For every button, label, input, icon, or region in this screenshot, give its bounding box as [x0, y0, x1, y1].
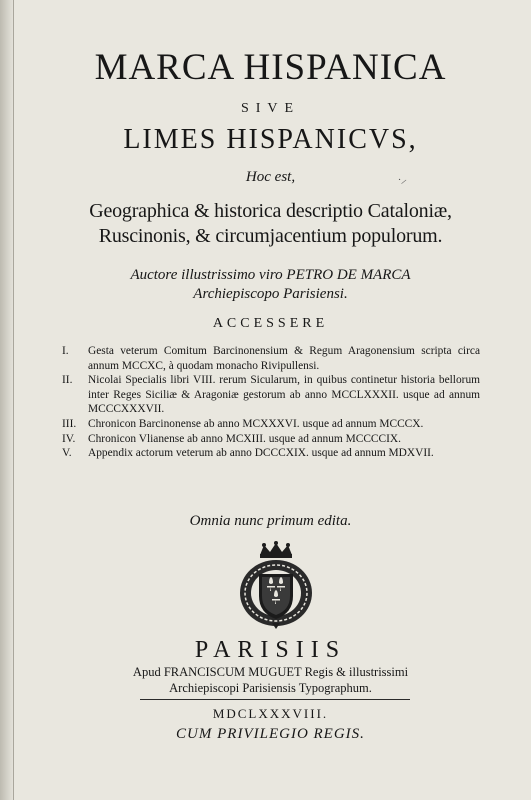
contents-item-number: I.	[62, 345, 69, 357]
royal-privilege: CUM PRIVILEGIO REGIS.	[176, 726, 365, 742]
author-line-1: Auctore illustrissimo viro PETRO DE MARCA	[130, 267, 411, 283]
divider-rule	[140, 699, 410, 700]
sive-line: SIVE	[240, 101, 301, 116]
contents-item-number: II.	[62, 374, 73, 387]
contents-item	[62, 432, 480, 447]
description-line-1: Geographica & historica descriptio Cataloniæ,	[89, 200, 452, 222]
royal-arms-fleur-de-lis-icon	[236, 541, 316, 629]
contents-item	[62, 344, 480, 373]
contents-item-number: III.	[62, 417, 77, 430]
handwritten-mark: ·⸝	[398, 174, 407, 186]
contents-item-number: IV.	[62, 432, 76, 445]
printer-line-2: Archiepiscopi Parisiensis Typographum.	[169, 681, 372, 695]
description	[20, 199, 521, 249]
contents-item-text: Appendix actorum veterum ab anno DCCCXIX. usque ad annum MDXVII.	[88, 447, 434, 460]
contents-list	[62, 344, 480, 461]
book-subtitle: LIMES HISPANICVS,	[123, 124, 418, 155]
description-line-2: Ruscinonis, & circumjacentium populorum.	[98, 225, 443, 247]
author-line-2: Archiepiscopo Parisiensi.	[193, 286, 348, 302]
accessere-heading: ACCESSERE	[212, 316, 329, 331]
printer-line-1: Apud FRANCISCUM MUGUET Regis & illustrissimi	[132, 665, 409, 679]
contents-item-text: Chronicon Vlianense ab anno MCXIII. usque ad annum MCCCCIX.	[88, 432, 401, 445]
place-of-publication: PARISIIS	[194, 637, 347, 663]
contents-item	[62, 373, 480, 417]
hoc-est-line: Hoc est,	[245, 169, 296, 185]
contents-item-text: Gesta veterum Comitum Barcinonensium & Regum Aragonensium scripta circa annum MCCXC, à quodam monacho Rivipullensi.	[88, 345, 480, 372]
omnia-line: Omnia nunc primum edita.	[189, 513, 352, 529]
book-title: MARCA HISPANICA	[94, 47, 447, 88]
contents-item-text: Chronicon Barcinonense ab anno MCXXXVI. usque ad annum MCCCX.	[88, 417, 424, 430]
contents-item	[62, 417, 480, 432]
author-block	[20, 266, 521, 304]
contents-item-text: Nicolai Specialis libri VIII. rerum Sicularum, in quibus continetur historia bellorum inter Reges Siciliæ & Aragoniæ gestorum ab anno MCCLXXXII. usque ad annum MCCCXXXVII.	[88, 374, 480, 416]
book-gutter	[0, 0, 14, 800]
contents-item	[62, 446, 480, 461]
publication-year: MDCLXXXVIII.	[212, 706, 329, 721]
contents-item-number: V.	[62, 447, 72, 460]
